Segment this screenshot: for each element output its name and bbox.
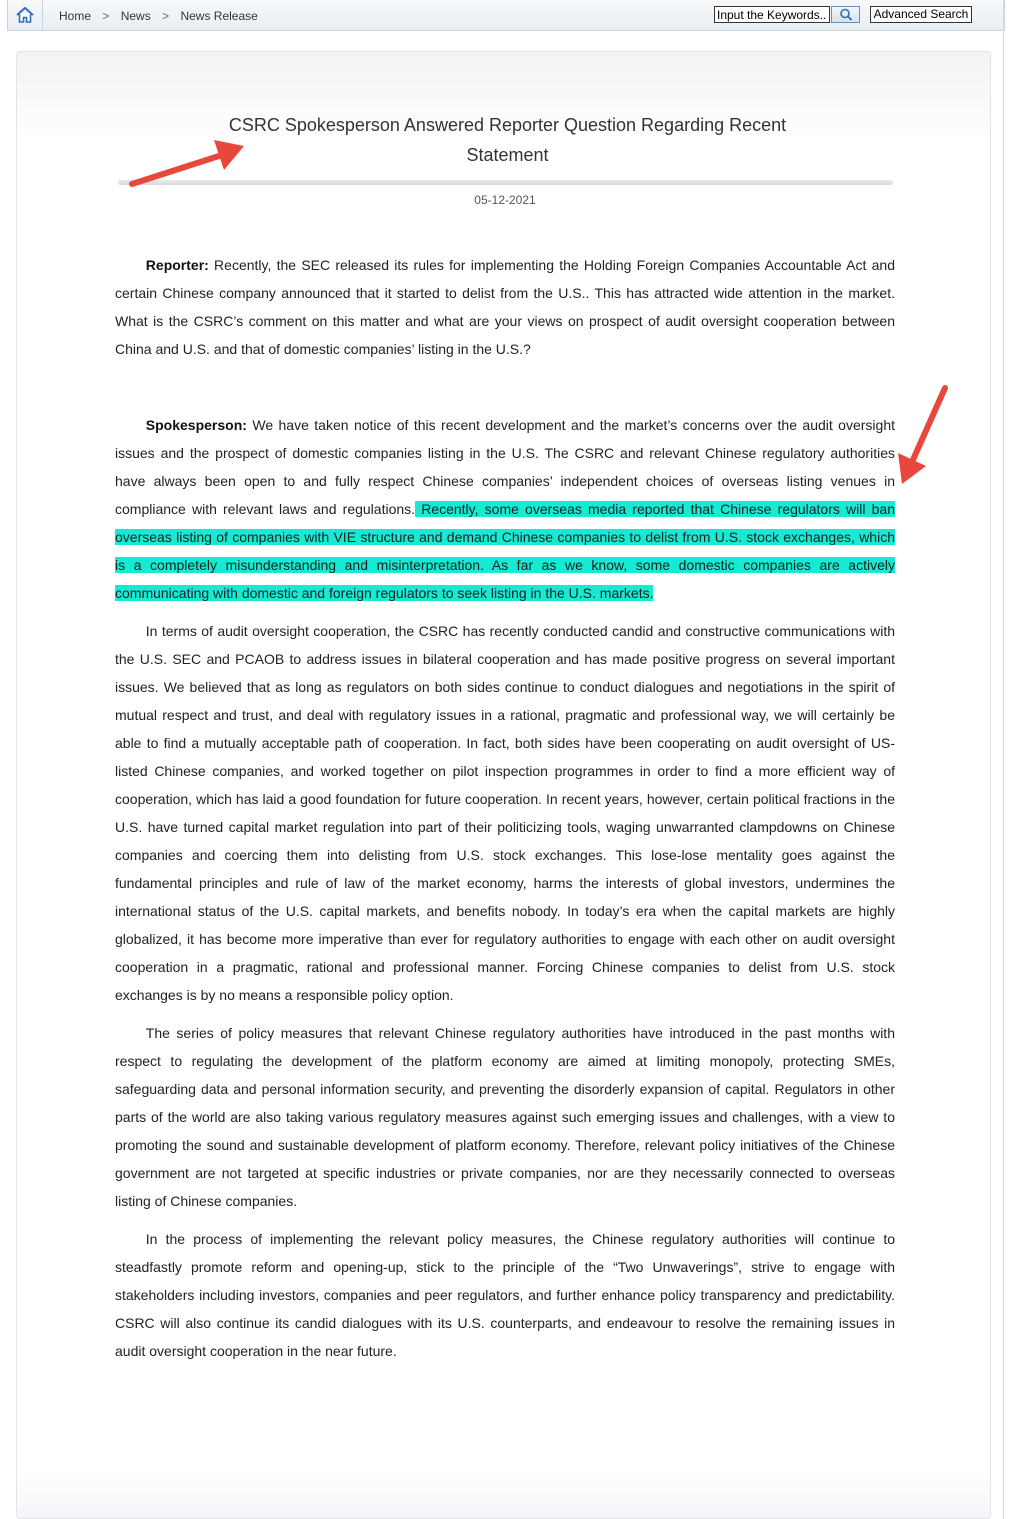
paragraph-audit-cooperation: In terms of audit oversight cooperation, the CSRC has recently conducted candid and constructive communications with the U.S. SEC and PCAOB to address issues in bilateral cooperation and has made positive progress on several important issues. We believed that as long as regulators on both sides continue to conduct dialogues and negotiations in the spirit of mutual respect and trust, and deal with regulatory issues in a rational, pragmatic and professional way, we will certainly be able to find a mutually acceptable path of cooperation. In fact, both sides have been cooperating on audit oversight of US-listed Chinese companies, and worked together on pilot inspection programmes in order to find a more efficient way of cooperation, which has laid a good foundation for future cooperation. In recent years, however, certain political fractions in the U.S. have turned capital market regulation into part of their politicizing tools, waging unwarranted clampdowns on Chinese companies and coercing them into delisting from U.S. stock exchanges. This lose-lose mentality goes against the fundamental principles and rule of law of the market economy, harms the interests of global investors, undermines the international status of the U.S. capital markets, and benefits nobody. In today’s era when the capital markets are highly globalized, it has become more imperative than ever for regulatory authorities to engage with each other on audit oversight cooperation in a pragmatic, rational and professional manner. Forcing Chinese companies to delist from U.S. stock exchanges is by no means a responsible policy option. (115, 623, 895, 1003)
breadcrumb-news-release: News Release (180, 9, 258, 23)
spokesperson-label: Spokesperson: (145, 417, 247, 433)
top-nav-bar (7, 0, 1005, 31)
breadcrumb (59, 9, 258, 23)
breadcrumb-news[interactable]: News (120, 9, 151, 23)
article-body (115, 251, 895, 1365)
spokesperson-answer: We have taken notice of this recent development and the market’s concerns over the audit oversight issues and the prospect of domestic companies listing in the U.S. The CSRC and relevant Chinese regulatory authorities have always been open to and fully respect Chinese companies’ independent choices of overseas listing venues in compliance with relevant laws and regulations. (115, 417, 895, 517)
home-button[interactable] (8, 0, 43, 30)
title-divider (118, 180, 893, 185)
reporter-question: Recently, the SEC released its rules for implementing the Holding Foreign Companies Accountable Act and certain Chinese company announced that it started to delist from the U.S.. This has attracted wide attention in the market. What is the CSRC’s comment on this matter and what are your views on prospect of audit oversight cooperation between China and U.S. and that of domestic companies’ listing in the U.S.? (115, 257, 895, 357)
highlighted-passage: Recently, some overseas media reported that Chinese regulators will ban overseas listing of companies with VIE structure and demand Chinese companies to delist from U.S. stock exchanges, which is a completely misunderstanding and misinterpretation. As far as we know, some domestic companies are actively communicating with domestic and foreign regulators to seek listing in the U.S. markets. (115, 501, 895, 601)
search-button[interactable] (831, 6, 860, 23)
paragraph-spokesperson (115, 411, 895, 607)
article-title: CSRC Spokesperson Answered Reporter Question Regarding Recent Statement (228, 115, 787, 165)
search-icon (839, 8, 853, 21)
paragraph-implementation: In the process of implementing the relevant policy measures, the Chinese regulatory authorities will continue to steadfastly promote reform and opening-up, stick to the principle of the “Two Unwaverings”, strive to engage with stakeholders including investors, companies and peer regulators, and further enhance policy transparency and predictability. CSRC will also continue its candid dialogues with its U.S. counterparts, and endeavour to resolve the remaining issues in audit oversight cooperation in the near future. (115, 1231, 895, 1359)
advanced-search-button[interactable]: Advanced Search (870, 6, 972, 23)
paragraph-policy-measures: The series of policy measures that relevant Chinese regulatory authorities have introduced in the past months with respect to regulating the development of the platform economy are aimed at limiting monopoly, protecting SMEs, safeguarding data and personal information security, and preventing the disorderly expansion of capital. Regulators in other parts of the world are also taking various regulatory measures against such emerging issues and challenges, with a view to promoting the sound and sustainable development of platform economy. Therefore, relevant policy initiatives of the Chinese government are not targeted at specific industries or private companies, nor are they necessarily connected to overseas listing of Chinese companies. (115, 1025, 895, 1209)
paragraph-reporter (115, 251, 895, 363)
breadcrumb-home[interactable]: Home (59, 9, 92, 23)
breadcrumb-separator: > (162, 9, 170, 23)
article-date: 05-12-2021 (474, 193, 536, 207)
search-input[interactable] (714, 6, 830, 23)
page-border (1003, 0, 1004, 1519)
breadcrumb-separator: > (102, 9, 110, 23)
home-icon (16, 7, 34, 23)
reporter-label: Reporter: (145, 257, 209, 273)
